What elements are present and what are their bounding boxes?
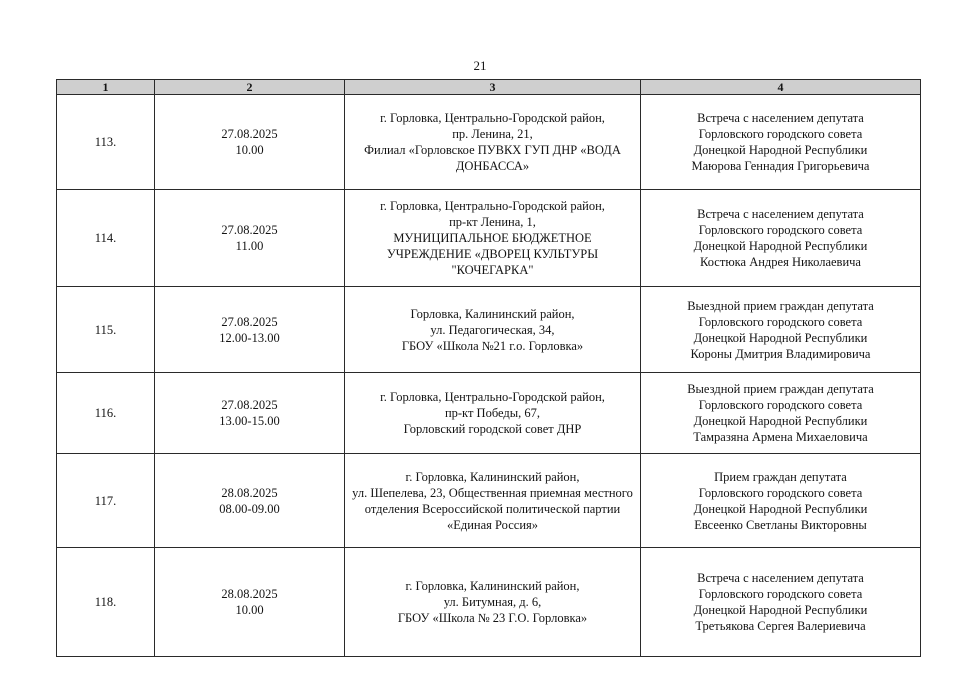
location: Горловка, Калининский район, ул. Педагогическая, 34, ГБОУ «Школа №21 г.о. Горловка» xyxy=(345,287,641,373)
column-header-2: 2 xyxy=(155,80,345,95)
row-number: 115. xyxy=(57,287,155,373)
location: г. Горловка, Калининский район, ул. Шепелева, 23, Общественная приемная местного отделения Всероссийской политической партии «Единая Россия» xyxy=(345,454,641,548)
row-number: 116. xyxy=(57,373,155,454)
location: г. Горловка, Калининский район, ул. Битумная, д. 6, ГБОУ «Школа № 23 Г.О. Горловка» xyxy=(345,548,641,657)
date-time: 28.08.2025 08.00-09.00 xyxy=(155,454,345,548)
date-time: 27.08.2025 12.00-13.00 xyxy=(155,287,345,373)
table-row xyxy=(57,95,921,190)
row-number: 117. xyxy=(57,454,155,548)
page-number: 21 xyxy=(473,58,487,73)
location: г. Горловка, Центрально-Городской район, пр-кт Ленина, 1, МУНИЦИПАЛЬНОЕ БЮДЖЕТНОЕ УЧРЕЖДЕНИЕ «ДВОРЕЦ КУЛЬТУРЫ "КОЧЕГАРКА" xyxy=(345,190,641,287)
event-description: Встреча с населением депутата Горловского городского совета Донецкой Народной Республики Третьякова Сергея Валериевича xyxy=(641,548,921,657)
row-number: 118. xyxy=(57,548,155,657)
table-row xyxy=(57,287,921,373)
table-row xyxy=(57,548,921,657)
table-row xyxy=(57,454,921,548)
event-description: Выездной прием граждан депутата Горловского городского совета Донецкой Народной Республики Тамразяна Армена Михаеловича xyxy=(641,373,921,454)
column-header-3: 3 xyxy=(345,80,641,95)
location: г. Горловка, Центрально-Городской район, пр. Ленина, 21, Филиал «Горловское ПУВКХ ГУП ДНР «ВОДА ДОНБАССА» xyxy=(345,95,641,190)
column-header-1: 1 xyxy=(57,80,155,95)
date-time: 27.08.2025 11.00 xyxy=(155,190,345,287)
event-description: Встреча с населением депутата Горловского городского совета Донецкой Народной Республики Маюрова Геннадия Григорьевича xyxy=(641,95,921,190)
date-time: 27.08.2025 10.00 xyxy=(155,95,345,190)
date-time: 27.08.2025 13.00-15.00 xyxy=(155,373,345,454)
table-row xyxy=(57,373,921,454)
table-header-row xyxy=(57,80,921,95)
column-header-4: 4 xyxy=(641,80,921,95)
table-row xyxy=(57,190,921,287)
schedule-table xyxy=(56,79,921,657)
row-number: 114. xyxy=(57,190,155,287)
event-description: Встреча с населением депутата Горловского городского совета Донецкой Народной Республики Костюка Андрея Николаевича xyxy=(641,190,921,287)
location: г. Горловка, Центрально-Городской район, пр-кт Победы, 67, Горловский городской совет ДНР xyxy=(345,373,641,454)
date-time: 28.08.2025 10.00 xyxy=(155,548,345,657)
event-description: Прием граждан депутата Горловского городского совета Донецкой Народной Республики Евсеенко Светланы Викторовны xyxy=(641,454,921,548)
event-description: Выездной прием граждан депутата Горловского городского совета Донецкой Народной Республики Короны Дмитрия Владимировича xyxy=(641,287,921,373)
row-number: 113. xyxy=(57,95,155,190)
